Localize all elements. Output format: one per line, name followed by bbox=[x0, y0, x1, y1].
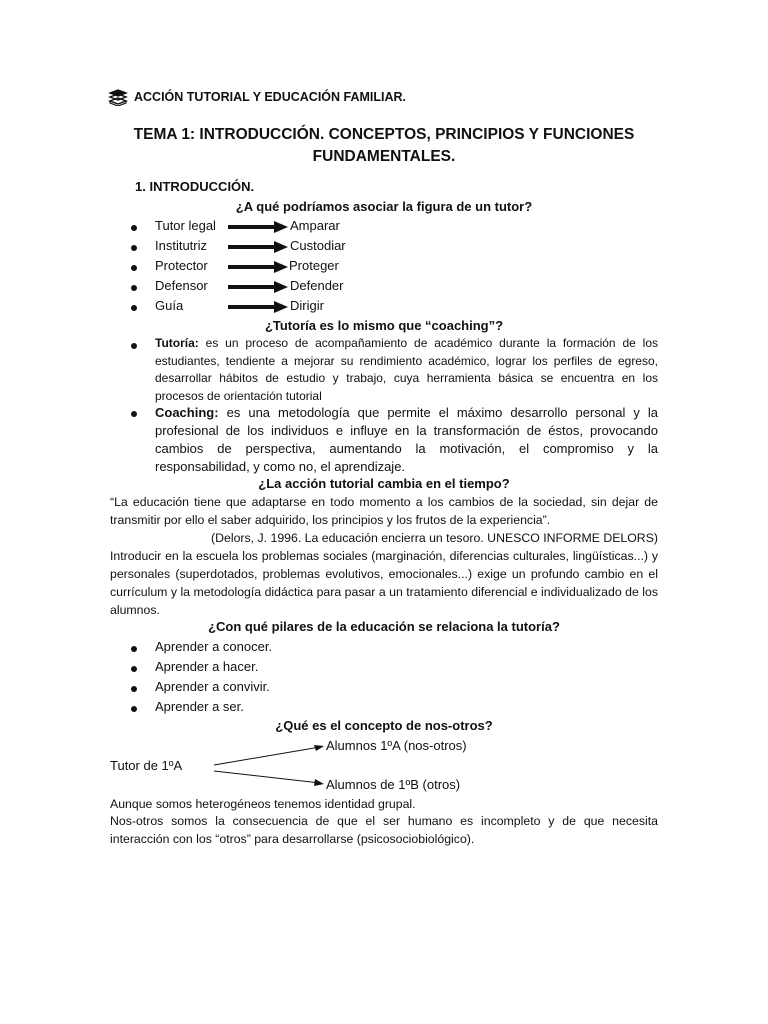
arrow-right-icon bbox=[228, 221, 288, 233]
bullet-icon bbox=[131, 225, 137, 231]
list-item bbox=[131, 258, 431, 278]
bullet-icon bbox=[131, 305, 137, 311]
list-item bbox=[131, 238, 431, 258]
question-pillars: ¿Con qué pilares de la educación se relaciona la tutoría? bbox=[208, 619, 560, 634]
pair-right: Amparar bbox=[290, 218, 340, 233]
pillar-text: Aprender a convivir. bbox=[155, 679, 270, 694]
list-item bbox=[131, 679, 431, 699]
section-heading: 1. INTRODUCCIÓN. bbox=[135, 179, 255, 194]
list-item bbox=[131, 298, 431, 318]
delors-quote: “La educación tiene que adaptarse en todo momento a los cambios de la sociedad, sin dejar de transmitir por ello el saber adquirido, los principios y los frutos de la experiencia”. bbox=[110, 495, 658, 527]
bullet-icon bbox=[131, 706, 137, 712]
list-item bbox=[131, 699, 431, 719]
list-item bbox=[131, 639, 431, 659]
arrow-right-icon bbox=[228, 281, 288, 293]
document-header bbox=[108, 88, 406, 106]
pair-left: Protector bbox=[155, 258, 208, 273]
pair-right: Custodiar bbox=[290, 238, 346, 253]
coaching-text: es una metodología que permite el máximo desarrollo personal y la profesional de los individuos e influye en la transformación de éstos, provocando cambios de perspectiva, aumentando la motivación, el compromiso y la responsabilidad, y como no, el aprendizaje. bbox=[155, 405, 658, 474]
pair-right: Proteger bbox=[289, 258, 339, 273]
bullet-icon bbox=[131, 245, 137, 251]
pair-left: Institutriz bbox=[155, 238, 208, 253]
tutoria-definition bbox=[155, 335, 658, 405]
pair-left: Defensor bbox=[155, 278, 208, 293]
question-change-over-time: ¿La acción tutorial cambia en el tiempo? bbox=[258, 476, 510, 491]
pillar-text: Aprender a conocer. bbox=[155, 639, 273, 654]
question-coaching: ¿Tutoría es lo mismo que “coaching”? bbox=[264, 318, 504, 333]
arrow-right-icon bbox=[228, 301, 288, 313]
diagram-target-a: Alumnos 1ºA (nos-otros) bbox=[326, 738, 467, 753]
header-text: ACCIÓN TUTORIAL Y EDUCACIÓN FAMILIAR. bbox=[134, 90, 407, 104]
bullet-icon bbox=[131, 411, 137, 417]
arrow-right-icon bbox=[228, 241, 288, 253]
arrow-right-icon bbox=[228, 261, 288, 273]
coaching-definition bbox=[155, 404, 658, 476]
list-item bbox=[131, 278, 431, 298]
intro-paragraph: Introducir en la escuela los problemas sociales (marginación, diferencias culturales, lingüísticas...) y personales (superdotados, problemas evolutivos, emocionales...) exige un profundo cambio en el currículum y la metodología didáctica para pasar a un tratamiento diferencial e individualizado de los alumnos. bbox=[110, 549, 658, 617]
question-nos-otros: ¿Qué es el concepto de nos-otros? bbox=[275, 718, 493, 733]
diagram-target-b: Alumnos de 1ºB (otros) bbox=[326, 777, 461, 792]
closing-line-1: Aunque somos heterogéneos tenemos identidad grupal. bbox=[110, 797, 416, 811]
pair-left: Guía bbox=[155, 298, 184, 313]
bullet-icon bbox=[131, 666, 137, 672]
arrow-to-a-icon bbox=[214, 745, 324, 765]
bullet-icon bbox=[131, 343, 137, 349]
diagram-arrows bbox=[210, 742, 330, 792]
list-item bbox=[131, 218, 431, 238]
pair-left: Tutor legal bbox=[155, 218, 216, 233]
pillar-text: Aprender a ser. bbox=[155, 699, 244, 714]
delors-citation: (Delors, J. 1996. La educación encierra un tesoro. UNESCO INFORME DELORS) bbox=[211, 531, 658, 545]
bullet-icon bbox=[131, 686, 137, 692]
closing-paragraph: Nos-otros somos la consecuencia de que el ser humano es incompleto y de que necesita interacción con los “otros” para desarrollarse (psicosociobiológico). bbox=[110, 814, 658, 846]
bullet-icon bbox=[131, 285, 137, 291]
arrow-to-b-icon bbox=[214, 771, 324, 786]
books-icon bbox=[108, 88, 128, 106]
bullet-icon bbox=[131, 646, 137, 652]
pair-right: Defender bbox=[290, 278, 344, 293]
diagram-source: Tutor de 1ºA bbox=[110, 758, 183, 773]
pair-right: Dirigir bbox=[290, 298, 324, 313]
pillar-text: Aprender a hacer. bbox=[155, 659, 259, 674]
tutoria-text: es un proceso de acompañamiento de académico durante la formación de los estudiantes, tendiente a mejorar su rendimiento académico, lograr los perfiles de egreso, desarrollar hábitos de estudio y trabajo, cuya herramienta básica se encuentra en los procesos de orientación tutorial bbox=[155, 336, 658, 403]
bullet-icon bbox=[131, 265, 137, 271]
tutoria-label: Tutoría: bbox=[155, 336, 199, 350]
list-item bbox=[131, 659, 431, 679]
page-title: TEMA 1: INTRODUCCIÓN. CONCEPTOS, PRINCIPIOS Y FUNCIONES FUNDAMENTALES. bbox=[133, 126, 635, 165]
question-tutor-figure: ¿A qué podríamos asociar la figura de un tutor? bbox=[235, 199, 533, 214]
coaching-label: Coaching: bbox=[155, 405, 219, 420]
